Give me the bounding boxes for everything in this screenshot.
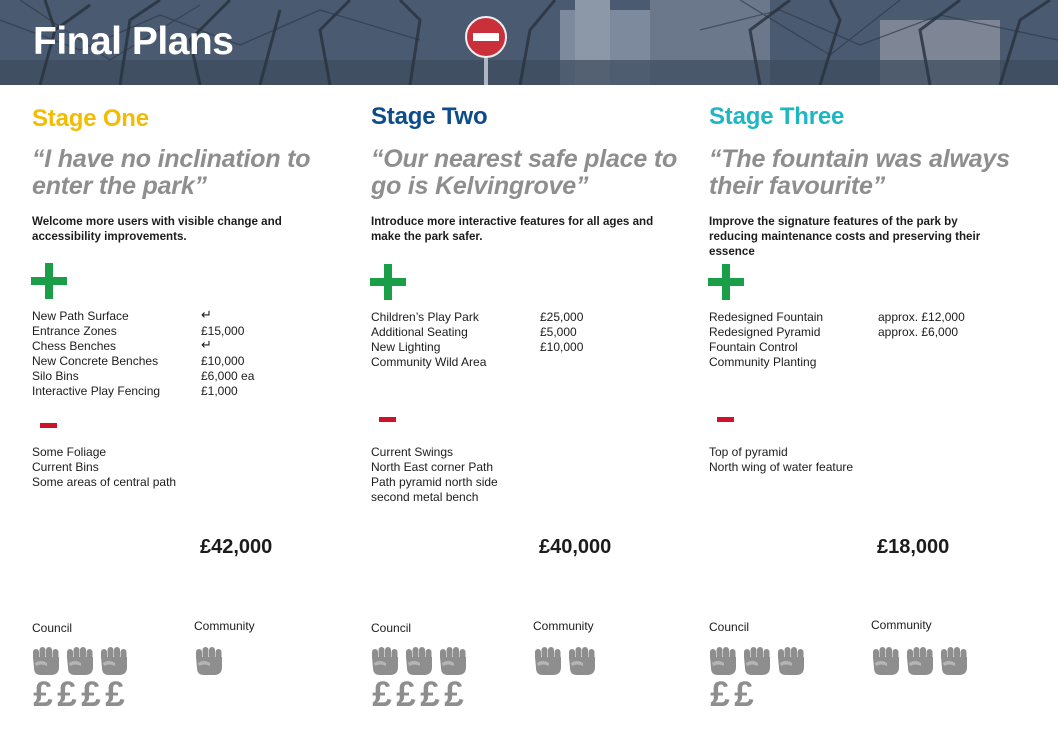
return-arrow-icon: ↵ — [201, 337, 212, 352]
stage-total-cost: £18,000 — [877, 536, 950, 558]
removal-item: North East corner Path — [371, 460, 494, 474]
community-fists — [871, 645, 970, 677]
raised-fist-icon — [567, 645, 598, 677]
addition-cost: £6,000 ea — [201, 369, 255, 383]
cost-rating — [370, 676, 466, 714]
addition-item — [371, 355, 583, 370]
removal-item: Current Bins — [32, 460, 99, 474]
raised-fist-icon — [533, 645, 564, 677]
community-label: Community — [533, 619, 594, 633]
page-title: Final Plans — [33, 20, 234, 63]
pound-sign-icon: £ — [33, 675, 53, 714]
additions-list — [371, 310, 583, 370]
removal-item: North wing of water feature — [709, 460, 854, 474]
addition-name: Community Planting — [709, 355, 817, 369]
raised-fist-icon — [31, 645, 62, 677]
pound-sign-icon: £ — [420, 675, 440, 714]
removal-item: second metal bench — [371, 490, 479, 504]
removal-item: Path pyramid north side — [371, 475, 498, 489]
cost-rating — [31, 676, 127, 714]
stage-one-column — [31, 85, 361, 748]
community-label: Community — [194, 619, 255, 633]
pound-sign-icon: £ — [57, 675, 77, 714]
pound-sign-icon: £ — [396, 675, 416, 714]
plus-icon — [31, 263, 67, 299]
community-fists — [533, 645, 598, 677]
pound-sign-icon: £ — [105, 675, 125, 714]
addition-cost: £10,000 — [201, 354, 245, 368]
stage-quote: “Our nearest safe place to go is Kelvingrove” — [371, 145, 678, 200]
addition-name: Redesigned Fountain — [709, 310, 824, 324]
removal-item: Some Foliage — [32, 445, 107, 459]
pound-sign-icon: £ — [734, 675, 754, 714]
pound-sign-icon: £ — [81, 675, 101, 714]
removals-list — [32, 445, 192, 490]
stage-total-cost: £40,000 — [539, 536, 612, 558]
additions-list — [32, 309, 254, 399]
raised-fist-icon — [99, 645, 130, 677]
minus-icon — [717, 417, 734, 422]
plus-icon — [370, 264, 406, 300]
raised-fist-icon — [742, 645, 773, 677]
addition-item — [371, 325, 583, 340]
pound-sign-icon: £ — [444, 675, 464, 714]
raised-fist-icon — [404, 645, 435, 677]
council-label: Council — [32, 621, 73, 635]
raised-fist-icon — [871, 645, 902, 677]
addition-item — [32, 369, 254, 384]
stage-intro: Introduce more interactive features for all ages and make the park safer. — [371, 215, 654, 243]
header-banner — [0, 0, 1058, 85]
addition-item — [371, 340, 583, 355]
addition-name: Children’s Play Park — [371, 310, 479, 324]
raised-fist-icon — [194, 645, 225, 677]
addition-name: Entrance Zones — [32, 324, 117, 338]
addition-cost: approx. £12,000 — [878, 310, 965, 324]
removals-list — [709, 445, 869, 475]
cost-rating — [708, 676, 756, 714]
stage-total-cost: £42,000 — [200, 536, 273, 558]
raised-fist-icon — [905, 645, 936, 677]
raised-fist-icon — [438, 645, 469, 677]
addition-cost: approx. £6,000 — [878, 325, 959, 339]
addition-item — [709, 310, 965, 325]
raised-fist-icon — [65, 645, 96, 677]
return-arrow-icon: ↵ — [201, 307, 212, 322]
addition-item — [709, 340, 965, 355]
addition-cost: £15,000 — [201, 324, 245, 338]
stage-quote: “I have no inclination to enter the park” — [32, 145, 311, 200]
addition-name: New Concrete Benches — [32, 354, 159, 368]
raised-fist-icon — [708, 645, 739, 677]
council-fists — [708, 645, 807, 677]
addition-name: New Lighting — [371, 340, 441, 354]
addition-item — [32, 384, 254, 399]
community-label: Community — [871, 618, 932, 632]
removal-item: Some areas of central path — [32, 475, 177, 489]
stage-two-column — [370, 85, 700, 748]
addition-item — [371, 310, 583, 325]
plus-icon — [708, 264, 744, 300]
council-label: Council — [709, 620, 750, 634]
addition-cost: £10,000 — [540, 340, 584, 354]
minus-icon — [40, 423, 57, 428]
removals-list — [371, 445, 531, 505]
community-fists — [194, 645, 225, 677]
addition-item — [32, 324, 254, 339]
council-fists — [370, 645, 469, 677]
stage-title: Stage One — [32, 105, 149, 132]
stage-title: Stage Three — [709, 103, 845, 130]
council-label: Council — [371, 621, 412, 635]
addition-cost: £1,000 — [201, 384, 238, 398]
addition-name: Community Wild Area — [371, 355, 487, 369]
council-fists — [31, 645, 130, 677]
additions-list — [709, 310, 965, 370]
addition-name: Redesigned Pyramid — [709, 325, 821, 339]
raised-fist-icon — [939, 645, 970, 677]
addition-name: Interactive Play Fencing — [32, 384, 161, 398]
addition-cost: £5,000 — [540, 325, 577, 339]
pound-sign-icon: £ — [372, 675, 392, 714]
addition-name: Silo Bins — [32, 369, 79, 383]
addition-item — [709, 355, 965, 370]
removal-item: Current Swings — [371, 445, 454, 459]
addition-item — [32, 309, 254, 324]
raised-fist-icon — [776, 645, 807, 677]
stage-intro: Welcome more users with visible change and accessibility improvements. — [32, 215, 282, 243]
addition-item — [32, 354, 254, 369]
raised-fist-icon — [370, 645, 401, 677]
addition-name: Chess Benches — [32, 339, 117, 353]
stage-intro: Improve the signature features of the park by reducing maintenance costs and preserving their essence — [709, 215, 981, 258]
stage-three-column — [708, 85, 1038, 748]
addition-item — [709, 325, 965, 340]
addition-name: Additional Seating — [371, 325, 468, 339]
addition-cost: £25,000 — [540, 310, 584, 324]
removal-item: Top of pyramid — [709, 445, 788, 459]
minus-icon — [379, 417, 396, 422]
stage-quote: “The fountain was always their favourite” — [709, 145, 1010, 200]
pound-sign-icon: £ — [710, 675, 730, 714]
stage-title: Stage Two — [371, 103, 488, 130]
addition-name: New Path Surface — [32, 309, 129, 323]
addition-name: Fountain Control — [709, 340, 798, 354]
addition-item — [32, 339, 254, 354]
